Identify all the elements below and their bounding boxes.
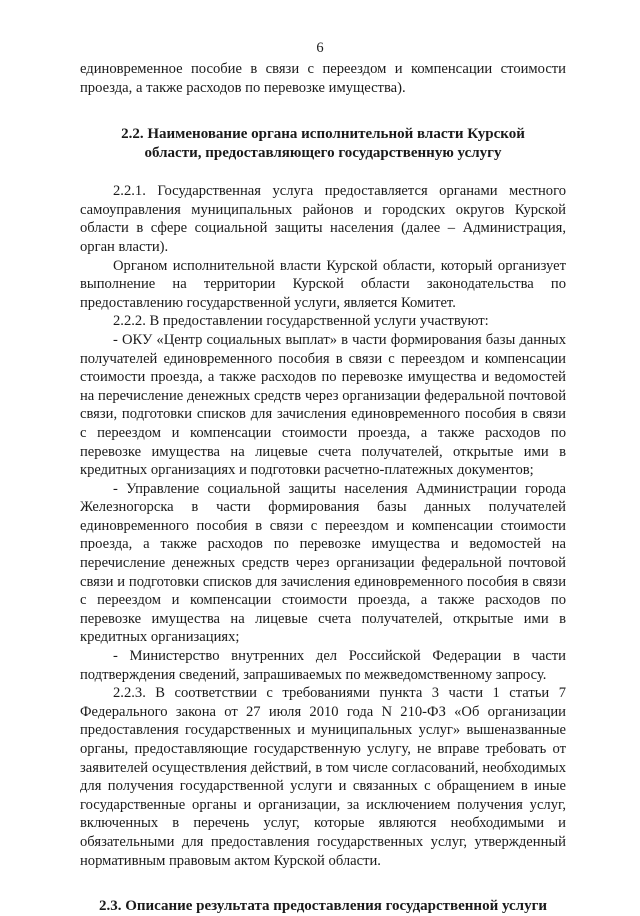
section-2-2-heading [80,125,566,163]
section-2-2-heading-line2: области, предоставляющего государственную услугу [144,145,502,162]
list-item-oku: - ОКУ «Центр социальных выплат» в части формирования базы данных получателей единовременного пособия в связи с переездом и компенсации стоимости проезда, а также расходов по перевозке имущества и ведомостей на перечисление денежных средств через организации федеральной почтовой связи, подготовки списков для зачисления единовременного пособия в связи с переездом и компенсации стоимости проезда, а также расходов по перевозке имущества на лицевые счета получателей, открытые ими в кредитных организациях и подготовки расчетно-платежных документов; [80,331,566,479]
paragraph-2-2-3: 2.2.3. В соответствии с требованиями пункта 3 части 1 статьи 7 Федерального закона от 27 июля 2010 года N 210-ФЗ «Об организации предоставления государственных и муниципальных услуг» вышеназванные органы, предоставляющие государственную услугу, не вправе требовать от заявителей осуществления действий, в том числе согласований, необходимых для получения государственной услуги и связанных с обращением в иные государственные органы и организации, за исключением получения услуг, включенных в перечень услуг, которые являются необходимыми и обязательными для предоставления государственных услуг, утвержденный нормативным правовым актом Курской области. [80,685,566,869]
section-2-2-heading-line1: 2.2. Наименование органа исполнительной власти Курской [121,126,525,143]
list-item-mvd: - Министерство внутренних дел Российской Федерации в части подтверждения сведений, запрашиваемых по межведомственному запросу. [80,648,566,683]
section-2-3-heading: 2.3. Описание результата предоставления государственной услуги [98,898,548,915]
paragraph-organ: Органом исполнительной власти Курской области, который организует выполнение на территории Курской области законодательства по предоставлению государственной услуги, является Комитет. [80,257,566,311]
list-item-uszn: - Управление социальной защиты населения Администрации города Железногорска в части формирования базы данных получателей единовременного пособия в связи с переездом и компенсации стоимости проезда, а также расходов по перевозке имущества и ведомостей на перечисление денежных средств через организации федеральной почтовой связи и подготовки списков для зачисления единовременного пособия в связи с переездом и компенсации стоимости проезда, а также расходов по перевозке имущества на лицевые счета получателей, открытые ими в кредитных организациях; [80,480,566,646]
page-number: 6 [316,40,324,56]
intro-paragraph: единовременное пособие в связи с переездом и компенсации стоимости проезда, а также расходов по перевозке имущества). [80,61,566,96]
paragraph-2-2-2: 2.2.2. В предоставлении государственной услуги участвуют: [113,313,489,330]
paragraph-2-2-1: 2.2.1. Государственная услуга предоставляется органами местного самоуправления муниципальных районов и городских округов Курской области в сфере социальной защиты населения (далее – Администрация, орган власти). [80,183,566,255]
document-body [80,60,566,916]
